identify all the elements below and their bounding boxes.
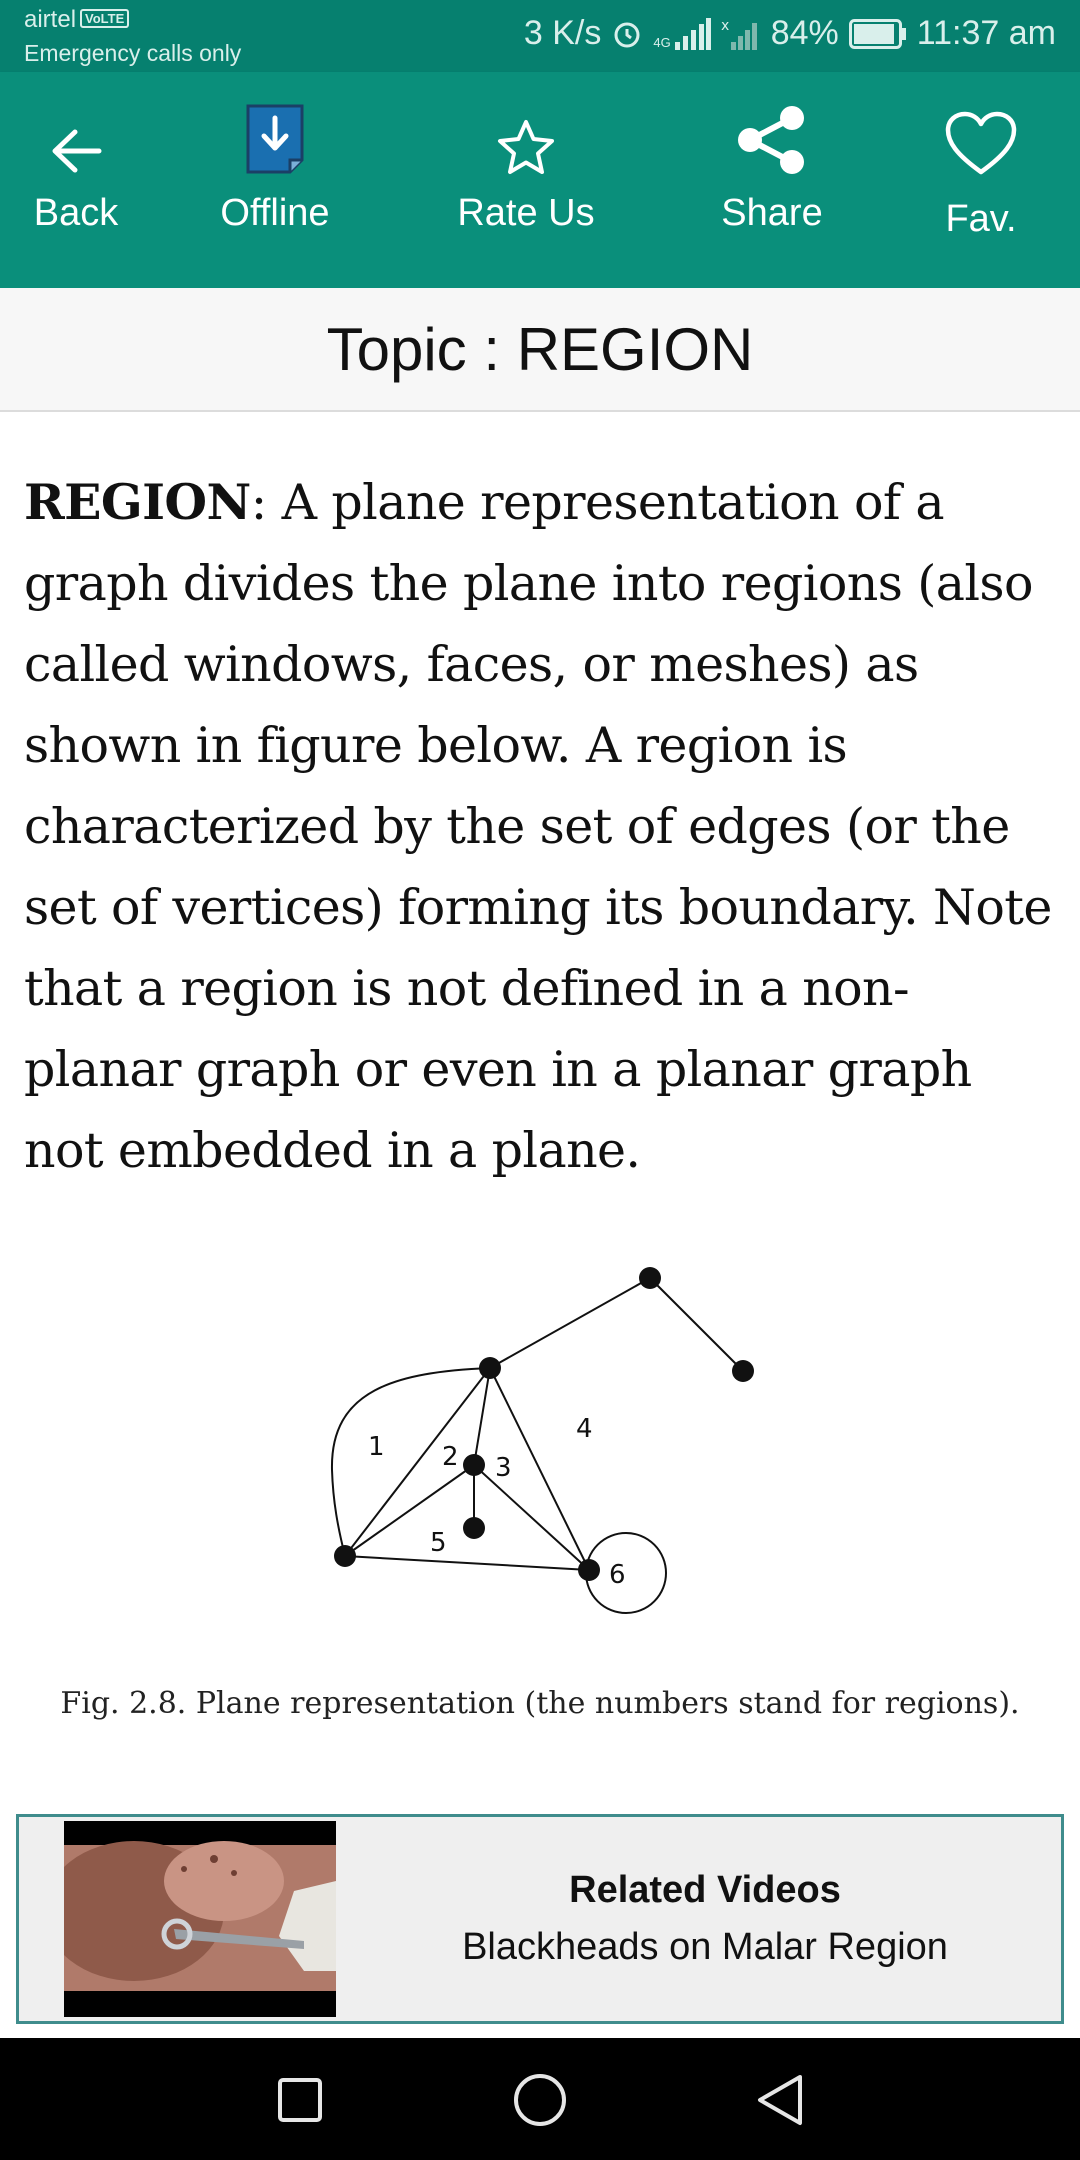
related-title: Related Videos	[569, 1869, 841, 1911]
carrier-label: airtel	[24, 6, 77, 33]
network-type: 4G	[653, 34, 671, 50]
graph-vertex	[463, 1454, 485, 1476]
back-label: Back	[33, 192, 119, 234]
battery-icon	[849, 19, 907, 49]
content-paragraph	[24, 462, 1056, 1191]
toolbar	[0, 72, 1080, 288]
related-video-title[interactable]: Blackheads on Malar Region	[462, 1926, 948, 1968]
region-label: 5	[430, 1528, 447, 1558]
video-thumbnail-image	[64, 1821, 336, 2017]
graph-edge	[474, 1465, 589, 1570]
graph-vertex	[732, 1360, 754, 1382]
rate-us-button[interactable]	[440, 72, 612, 288]
region-label: 3	[495, 1453, 512, 1483]
offline-label: Offline	[220, 192, 330, 234]
share-label: Share	[721, 192, 823, 234]
alarm-icon	[611, 18, 643, 50]
figure-caption: Fig. 2.8. Plane representation (the numbers stand for regions).	[60, 1686, 1020, 1721]
volte-badge: VoLTE	[80, 9, 129, 28]
region-label: 4	[576, 1414, 593, 1444]
share-button[interactable]	[700, 72, 844, 288]
nav-back-button[interactable]	[740, 2060, 820, 2140]
home-button[interactable]	[500, 2060, 580, 2140]
status-bar	[0, 0, 1080, 72]
offline-button[interactable]	[200, 72, 350, 288]
graph-edge	[490, 1278, 650, 1368]
square-icon	[276, 2076, 324, 2124]
circle-icon	[512, 2072, 568, 2128]
video-thumbnail[interactable]	[64, 1821, 336, 2017]
graph-vertex	[578, 1559, 600, 1581]
graph-vertex	[639, 1267, 661, 1289]
share-icon	[734, 72, 810, 182]
related-text	[349, 1817, 1061, 2021]
recents-button[interactable]	[260, 2060, 340, 2140]
related-videos-card[interactable]	[16, 1814, 1064, 2024]
status-right	[524, 14, 1056, 53]
carrier-name	[24, 6, 129, 34]
graph-edge	[650, 1278, 743, 1371]
graph-vertex	[479, 1357, 501, 1379]
topic-title: Topic : REGION	[326, 315, 754, 383]
graph-vertex	[334, 1545, 356, 1567]
signal-empty-icon	[721, 18, 761, 50]
region-label: 1	[368, 1432, 385, 1462]
graph-edge	[474, 1368, 490, 1465]
heart-icon	[944, 72, 1018, 182]
triangle-icon	[754, 2073, 806, 2127]
download-file-icon	[244, 72, 306, 182]
region-label: 2	[442, 1442, 459, 1472]
graph-figure	[300, 1240, 760, 1620]
graph-edge	[345, 1465, 474, 1556]
plane-graph-diagram	[300, 1240, 760, 1620]
svg-text:x: x	[720, 17, 729, 34]
graph-vertex	[463, 1517, 485, 1539]
back-button[interactable]	[0, 72, 152, 288]
term-heading: REGION	[24, 473, 251, 531]
region-label: 6	[609, 1560, 626, 1590]
topic-header	[0, 288, 1080, 412]
rate-us-label: Rate Us	[457, 192, 595, 234]
emergency-text: Emergency calls only	[24, 40, 242, 66]
clock: 11:37 am	[916, 14, 1056, 52]
arrow-left-icon	[49, 72, 103, 182]
star-icon	[496, 72, 556, 182]
battery-percent: 84%	[770, 14, 839, 52]
system-nav-bar	[0, 2038, 1080, 2160]
fav-label: Fav.	[945, 198, 1017, 240]
favourite-button[interactable]	[920, 72, 1042, 288]
signal-4g-icon	[653, 18, 710, 50]
definition-text: : A plane representation of a graph divides the plane into regions (also called windows, faces, or meshes) as shown in figure below. A region is characterized by the set of edges (or the set of vertices) forming its boundary. Note that a region is not defined in a non-planar graph or even in a planar graph not embedded in a plane.	[24, 474, 1052, 1179]
network-speed: 3 K/s	[523, 14, 602, 52]
graph-edge	[345, 1556, 589, 1570]
